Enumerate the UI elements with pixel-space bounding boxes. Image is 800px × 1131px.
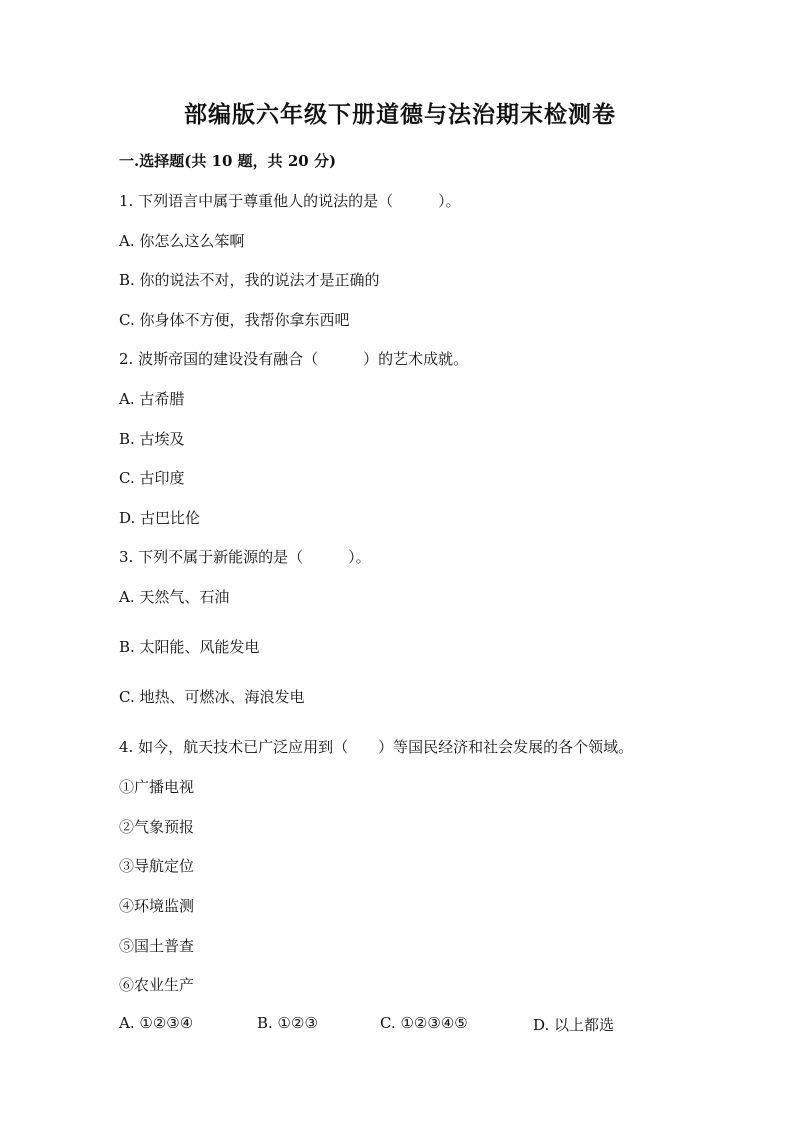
- question-4-stem: 4. 如今，航天技术已广泛应用到（ ）等国民经济和社会发展的各个领域。: [119, 738, 634, 756]
- question-4-item-6: ⑥农业生产: [119, 976, 195, 994]
- question-4-option-c: C. ①②③④⑤: [380, 1014, 468, 1032]
- question-3-option-b: B. 太阳能、风能发电: [119, 638, 260, 656]
- question-4-option-b: B. ①②③: [257, 1014, 318, 1032]
- question-3-stem: 3. 下列不属于新能源的是（ ）。: [119, 548, 371, 566]
- question-2-stem: 2. 波斯帝国的建设没有融合（ ）的艺术成就。: [119, 350, 469, 368]
- section-heading: 一.选择题(共 10 题，共 20 分): [119, 152, 337, 170]
- question-4-item-2: ②气象预报: [119, 818, 195, 836]
- question-3-option-c: C. 地热、可燃冰、海浪发电: [119, 688, 305, 706]
- question-3-option-a: A. 天然气、石油: [119, 588, 230, 606]
- question-1-option-b: B. 你的说法不对，我的说法才是正确的: [119, 271, 380, 289]
- question-1-option-a: A. 你怎么这么笨啊: [119, 232, 245, 250]
- question-4-option-a: A. ①②③④: [119, 1014, 194, 1032]
- question-2-option-a: A. 古希腊: [119, 390, 185, 408]
- question-1-option-c: C. 你身体不方便，我帮你拿东西吧: [119, 311, 350, 329]
- question-2-option-d: D. 古巴比伦: [119, 509, 201, 527]
- question-2-option-c: C. 古印度: [119, 469, 185, 487]
- question-2-option-b: B. 古埃及: [119, 430, 185, 448]
- question-4-item-3: ③导航定位: [119, 857, 195, 875]
- question-1-stem: 1. 下列语言中属于尊重他人的说法的是（ ）。: [119, 192, 461, 210]
- question-4-item-5: ⑤国土普查: [119, 937, 195, 955]
- question-4-item-4: ④环境监测: [119, 897, 195, 915]
- question-4-option-d: D. 以上都选: [533, 1016, 615, 1034]
- page-title: 部编版六年级下册道德与法治期末检测卷: [184, 101, 616, 128]
- question-4-item-1: ①广播电视: [119, 778, 195, 796]
